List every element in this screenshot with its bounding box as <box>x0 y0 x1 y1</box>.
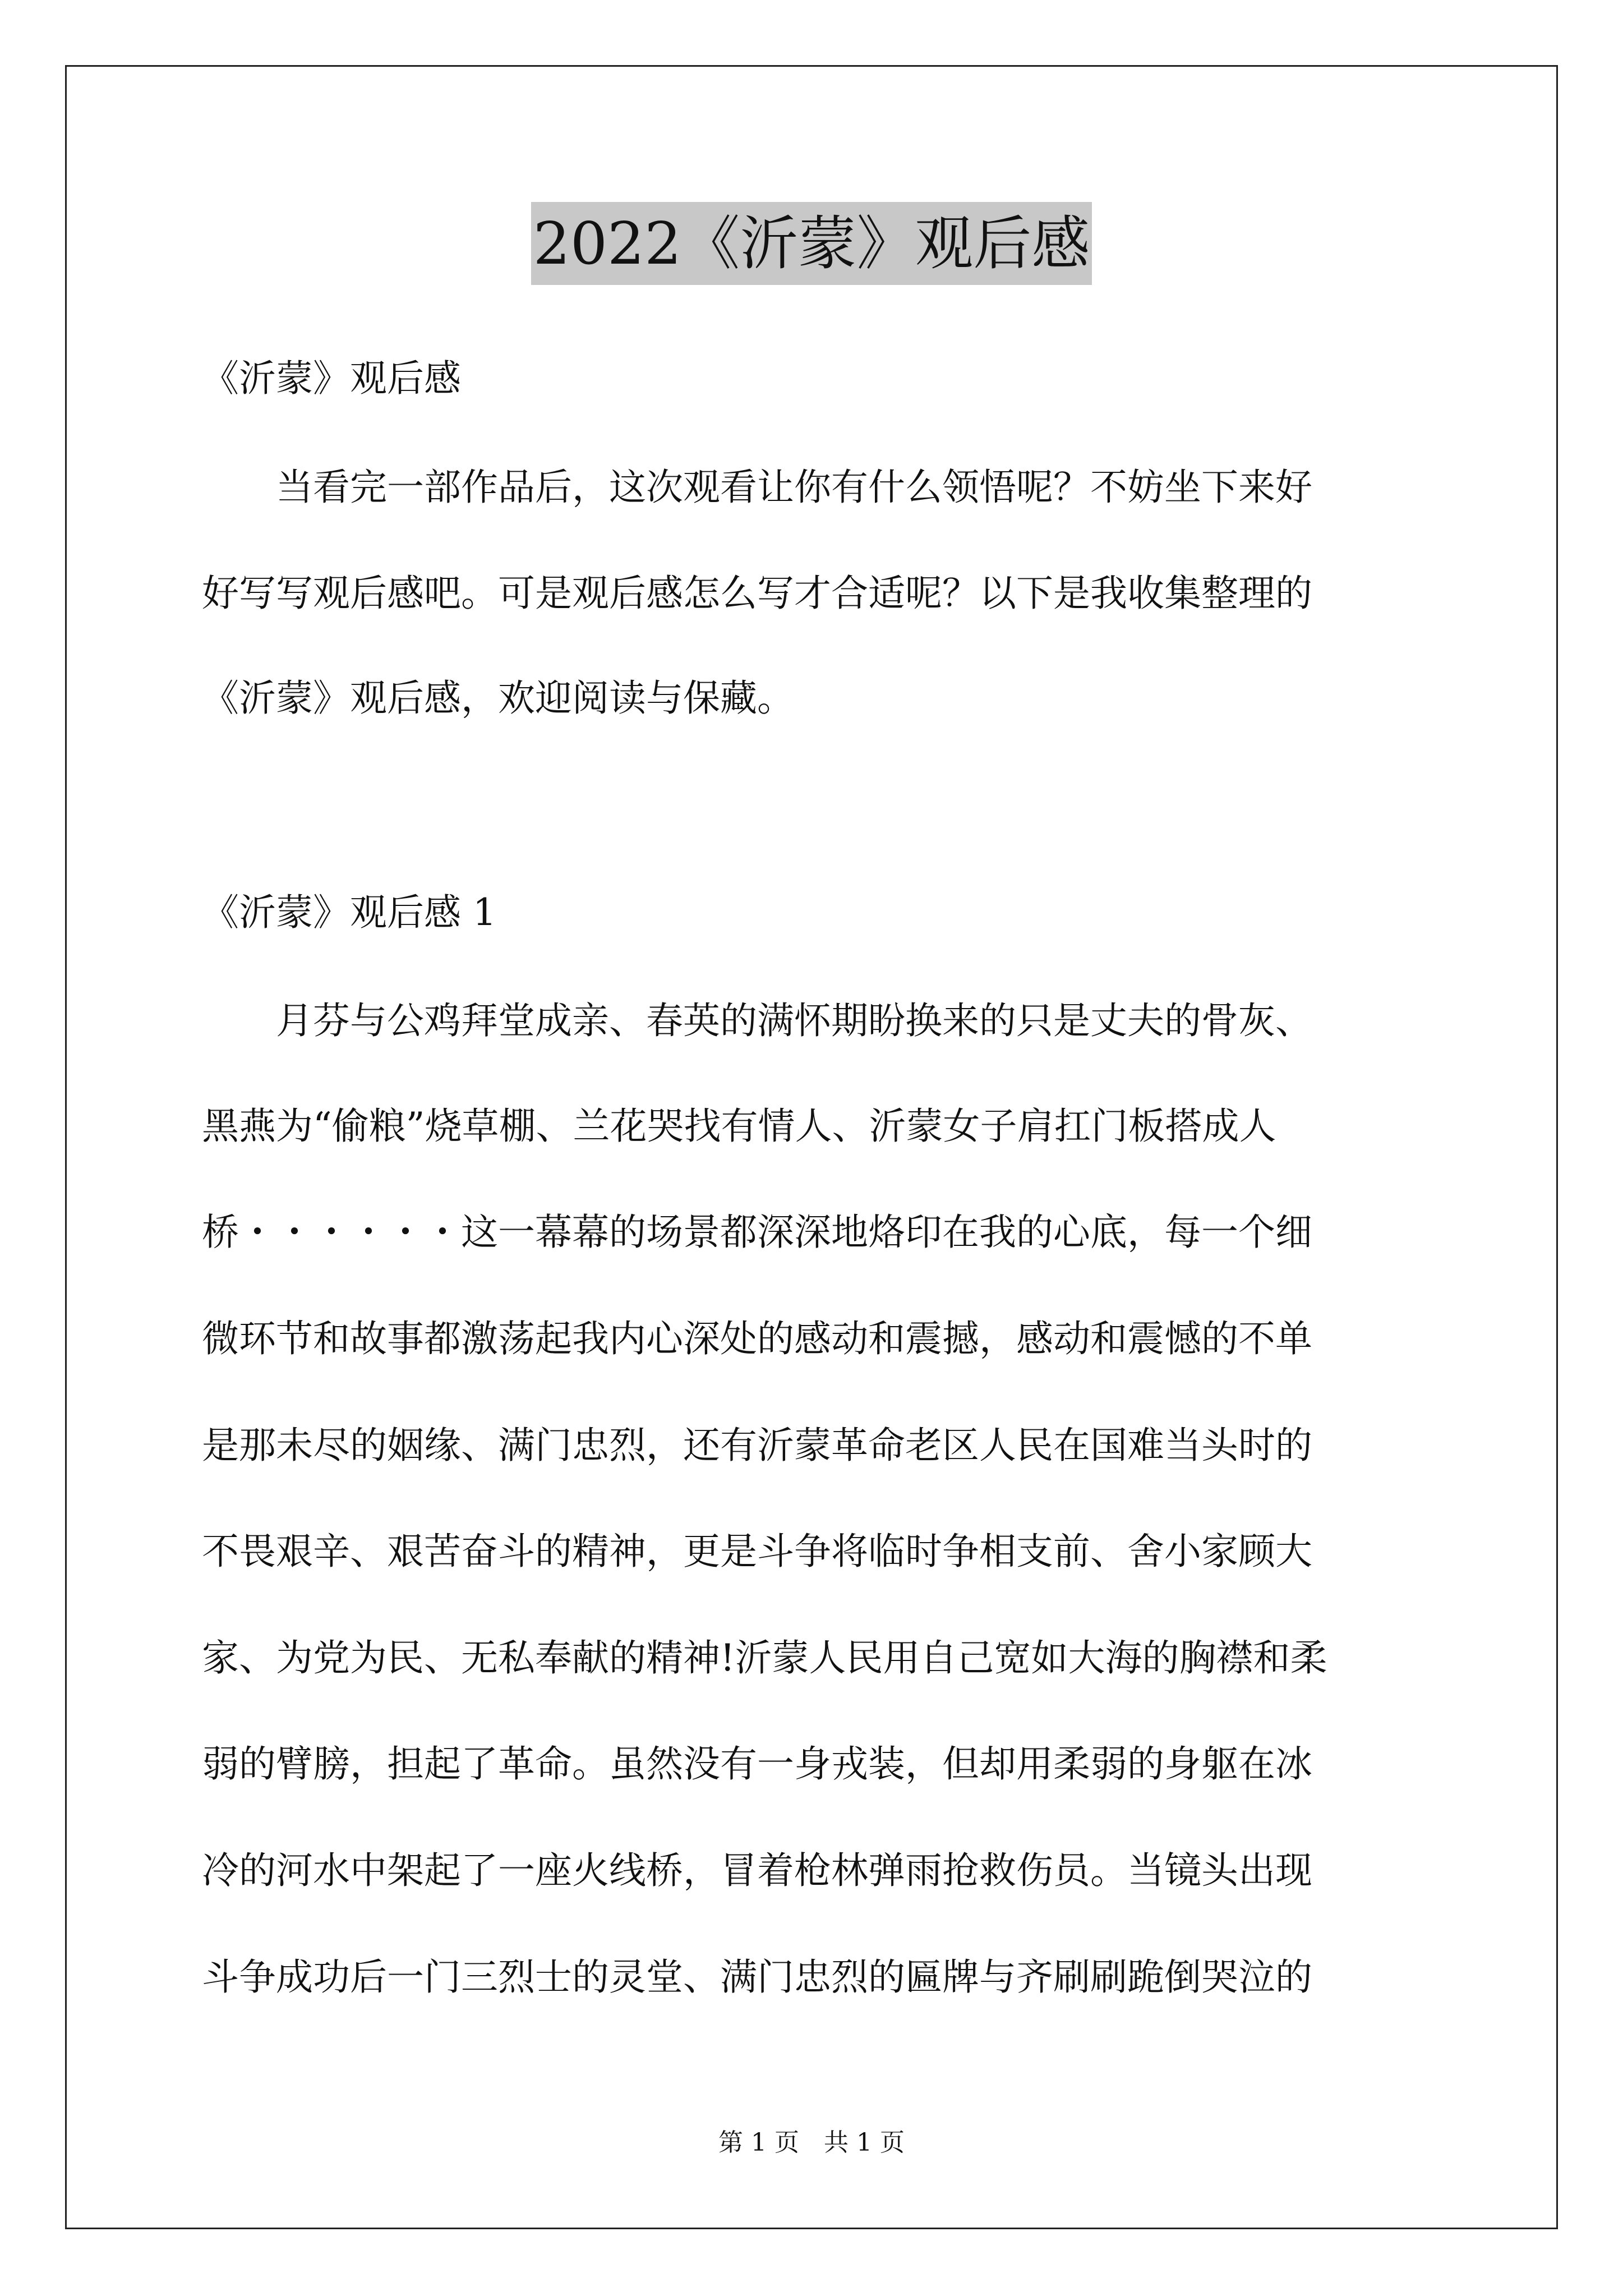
body-line-7: 家、为党为民、无私奉献的精神!沂蒙人民用自己宽如大海的胸襟和柔 <box>202 1636 1327 1680</box>
page-footer: 第 1 页 共 1 页 <box>718 2128 905 2157</box>
body-line-4: 微环节和故事都激荡起我内心深处的感动和震撼，感动和震憾的不单 <box>202 1317 1312 1360</box>
intro-line-1: 当看完一部作品后，这次观看让你有什么领悟呢？不妨坐下来好 <box>202 466 1312 509</box>
body-line-2: 黑燕为“偷粮”烧草棚、兰花哭找有情人、沂蒙女子肩扛门板搭成人 <box>202 1105 1276 1148</box>
intro-line-3: 《沂蒙》观后感，欢迎阅读与保藏。 <box>202 677 794 720</box>
body-line-9: 冷的河水中架起了一座火线桥，冒着枪林弹雨抢救伤员。当镜头出现 <box>202 1849 1312 1892</box>
section-heading: 《沂蒙》观后感 1 <box>202 891 496 934</box>
body-line-10: 斗争成功后一门三烈士的灵堂、满门忠烈的匾牌与齐刷刷跪倒哭泣的 <box>202 1955 1312 1999</box>
body-line-5: 是那未尽的姻缘、满门忠烈，还有沂蒙革命老区人民在国难当头时的 <box>202 1424 1312 1467</box>
body-line-8: 弱的臂膀，担起了革命。虽然没有一身戎装，但却用柔弱的身躯在冰 <box>202 1742 1312 1786</box>
body-line-3: 桥・・・・・・这一幕幕的场景都深深地烙印在我的心底，每一个细 <box>202 1211 1312 1254</box>
body-line-1: 月芬与公鸡拜堂成亲、春英的满怀期盼换来的只是丈夫的骨灰、 <box>202 999 1312 1042</box>
intro-line-2: 好写写观后感吧。可是观后感怎么写才合适呢？以下是我收集整理的 <box>202 572 1312 615</box>
subtitle: 《沂蒙》观后感 <box>202 357 461 400</box>
document-title: 2022《沂蒙》观后感 <box>531 202 1092 285</box>
title-container <box>0 202 1623 285</box>
body-line-6: 不畏艰辛、艰苦奋斗的精神，更是斗争将临时争相支前、舍小家顾大 <box>202 1530 1312 1573</box>
